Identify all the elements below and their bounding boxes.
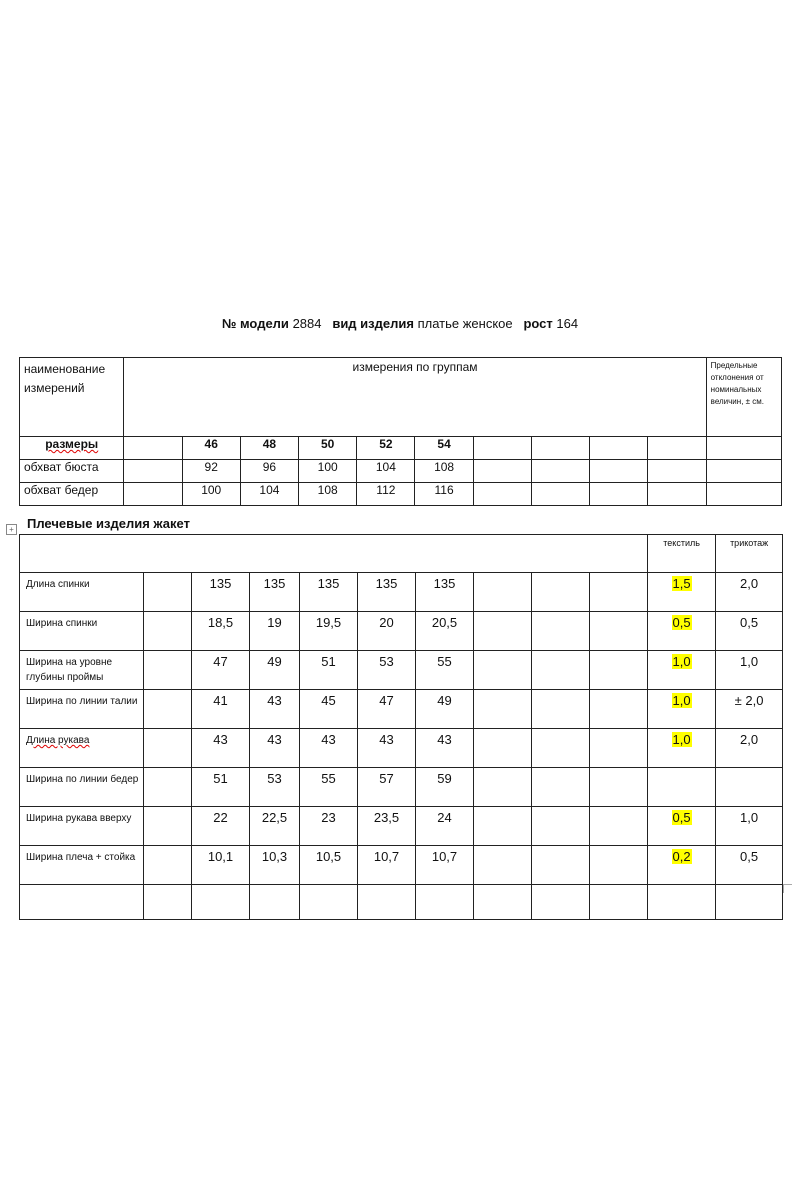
page-title (0, 316, 800, 331)
value-cell: 23 (300, 807, 358, 846)
knit-cell: 0,5 (716, 846, 783, 885)
value-cell: 116 (415, 483, 473, 506)
table-row (20, 690, 783, 729)
row-label-text: Ширина по линии бедер (26, 774, 139, 785)
height-value: 164 (556, 316, 579, 331)
row-label: обхват бюста (20, 460, 124, 483)
value-cell: 49 (250, 651, 300, 690)
value-cell: 43 (300, 729, 358, 768)
knit-cell: 2,0 (716, 573, 783, 612)
knit-cell: 2,0 (716, 729, 783, 768)
value-cell: 22,5 (250, 807, 300, 846)
row-label (20, 807, 144, 846)
textile-value: 1,0 (672, 654, 691, 669)
textile-value: 1,0 (672, 732, 691, 747)
value-cell: 49 (416, 690, 474, 729)
table-row (20, 460, 782, 483)
table-row (20, 729, 783, 768)
value-cell: 24 (416, 807, 474, 846)
value-cell: 104 (240, 483, 298, 506)
value-cell: 47 (358, 690, 416, 729)
row-label-text: Ширина по линии талии (26, 696, 138, 707)
value-cell: 55 (416, 651, 474, 690)
value-cell: 10,3 (250, 846, 300, 885)
textile-header: текстиль (648, 535, 716, 573)
row-label-text: Ширина на уровне глубины проймы (26, 657, 113, 683)
value-cell: 10,7 (358, 846, 416, 885)
value-cell: 135 (192, 573, 250, 612)
value-cell: 55 (300, 768, 358, 807)
value-cell: 96 (240, 460, 298, 483)
value-cell: 22 (192, 807, 250, 846)
row-label (20, 651, 144, 690)
knit-cell: 0,5 (716, 612, 783, 651)
table-row (20, 768, 783, 807)
textile-cell (648, 846, 716, 885)
value-cell: 43 (192, 729, 250, 768)
model-label: № модели (221, 316, 289, 331)
textile-value: 0,2 (672, 849, 691, 864)
value-cell: 108 (415, 460, 473, 483)
value-cell: 92 (182, 460, 240, 483)
height-label: рост (523, 316, 553, 331)
textile-cell (648, 729, 716, 768)
table-row (20, 483, 782, 506)
value-cell: 100 (299, 460, 357, 483)
knit-cell: 1,0 (716, 651, 783, 690)
model-value: 2884 (292, 316, 322, 331)
row-label (20, 690, 144, 729)
value-cell: 135 (358, 573, 416, 612)
value-cell: 108 (299, 483, 357, 506)
measurement-name-header: наименование измерений (20, 358, 124, 437)
table-row (20, 573, 783, 612)
empty-row (20, 885, 783, 920)
sizes-label (20, 437, 124, 460)
knit-cell: ± 2,0 (716, 690, 783, 729)
value-cell: 53 (358, 651, 416, 690)
textile-value: 1,5 (672, 576, 691, 591)
value-cell: 59 (416, 768, 474, 807)
value-cell: 45 (300, 690, 358, 729)
deviation-header: Предельные отклонения от номинальных величин, ± см. (706, 358, 781, 437)
row-label: обхват бедер (20, 483, 124, 506)
value-cell: 20,5 (416, 612, 474, 651)
value-cell: 10,5 (300, 846, 358, 885)
value-cell: 135 (300, 573, 358, 612)
value-cell: 47 (192, 651, 250, 690)
value-cell: 51 (192, 768, 250, 807)
value-cell: 43 (416, 729, 474, 768)
textile-cell (648, 807, 716, 846)
size-cell: 48 (240, 437, 298, 460)
textile-value: 1,0 (672, 693, 691, 708)
table-row (20, 846, 783, 885)
textile-cell (648, 768, 716, 807)
value-cell: 18,5 (192, 612, 250, 651)
textile-cell (648, 573, 716, 612)
sizes-label-text: размеры (45, 437, 99, 451)
table-resize-handle-icon[interactable] (783, 884, 792, 893)
row-label-text: Длина спинки (26, 579, 90, 590)
value-cell: 104 (357, 460, 415, 483)
jacket-measurements-table (19, 534, 783, 920)
value-cell: 10,7 (416, 846, 474, 885)
item-label: вид изделия (332, 316, 414, 331)
groups-header: измерения по группам (124, 358, 706, 437)
row-label-text: Ширина плеча + стойка (26, 852, 136, 863)
size-groups-table (19, 357, 782, 506)
row-label-text: Ширина рукава вверху (26, 813, 132, 824)
row-label (20, 768, 144, 807)
table-row (20, 612, 783, 651)
textile-value: 0,5 (672, 810, 691, 825)
row-label (20, 573, 144, 612)
textile-value: 0,5 (672, 615, 691, 630)
knit-cell: 1,0 (716, 807, 783, 846)
value-cell: 43 (358, 729, 416, 768)
row-label (20, 612, 144, 651)
row-label-text: Ширина спинки (26, 618, 98, 629)
table-row (20, 651, 783, 690)
value-cell: 19,5 (300, 612, 358, 651)
row-label (20, 846, 144, 885)
item-value: платье женское (417, 316, 513, 331)
textile-cell (648, 690, 716, 729)
value-cell: 20 (358, 612, 416, 651)
value-cell: 51 (300, 651, 358, 690)
value-cell: 23,5 (358, 807, 416, 846)
value-cell: 135 (250, 573, 300, 612)
size-cell: 50 (299, 437, 357, 460)
value-cell: 41 (192, 690, 250, 729)
section-title: Плечевые изделия жакет (27, 516, 190, 531)
knit-header: трикотаж (716, 535, 783, 573)
size-cell: 52 (357, 437, 415, 460)
size-cell: 46 (182, 437, 240, 460)
knit-cell (716, 768, 783, 807)
value-cell: 10,1 (192, 846, 250, 885)
size-cell: 54 (415, 437, 473, 460)
table-move-handle-icon[interactable]: + (6, 524, 17, 535)
textile-cell (648, 612, 716, 651)
value-cell: 100 (182, 483, 240, 506)
value-cell: 112 (357, 483, 415, 506)
value-cell: 43 (250, 690, 300, 729)
value-cell: 135 (416, 573, 474, 612)
row-label (20, 729, 144, 768)
value-cell: 53 (250, 768, 300, 807)
table-row (20, 807, 783, 846)
value-cell: 43 (250, 729, 300, 768)
value-cell: 19 (250, 612, 300, 651)
textile-cell (648, 651, 716, 690)
value-cell: 57 (358, 768, 416, 807)
row-label-text: Длина рукава (26, 735, 90, 746)
